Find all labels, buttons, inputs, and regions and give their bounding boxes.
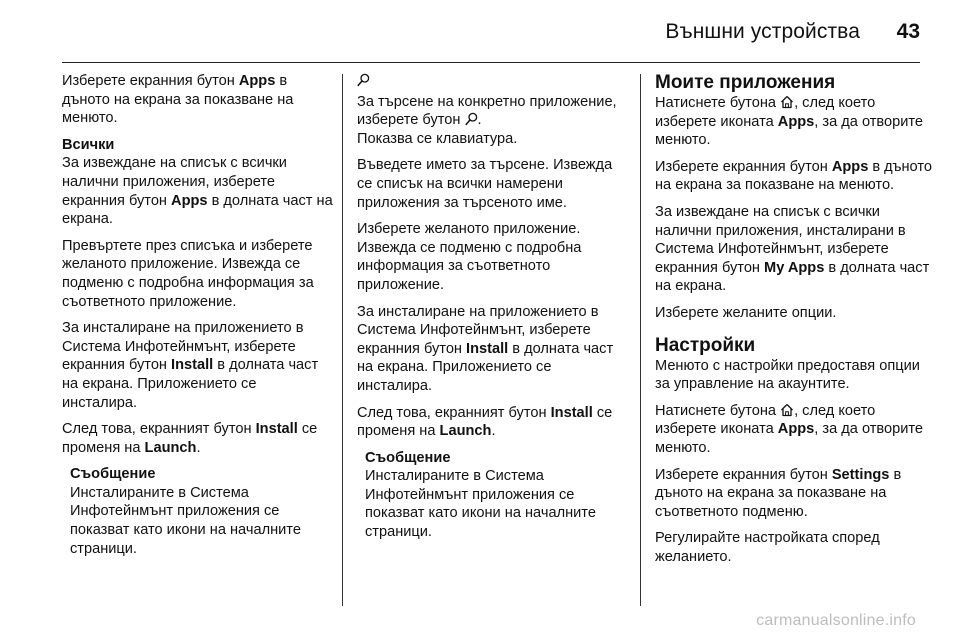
col1-paragraph-2: За извеждане на списък с всички налични приложения, изберете екранния бутон Apps в долната част на екрана. <box>62 155 333 228</box>
col1-note <box>62 465 334 558</box>
col1-paragraph-3: Превъртете през списъка и изберете желаното приложение. Извежда се подменю с подробна информация за съответното приложение. <box>62 237 314 310</box>
col3-paragraph-6: Натиснете бутона , след което изберете иконата Apps, за да отворите менюто. <box>655 402 924 456</box>
col1-paragraph-5: След това, екранният бутон Install се променя на Launch. <box>62 421 318 456</box>
column-1 <box>62 72 334 566</box>
search-icon <box>357 73 370 87</box>
note-text: Инсталираните в Система Инфотейнмънт приложения се показват като икони на началните страници. <box>365 468 596 541</box>
col3-paragraph-8: Регулирайте настройката според желанието. <box>655 530 880 565</box>
note-title: Съобщение <box>365 449 451 466</box>
section-settings-title: Настройки <box>655 334 756 356</box>
col1-paragraph-4: За инсталиране на приложението в Система Инфотейнмънт, изберете екранния бутон Install в долната част на екрана. Приложението се инсталира. <box>62 320 319 411</box>
page-header <box>62 14 920 63</box>
home-icon <box>780 95 794 109</box>
note-text: Инсталираните в Система Инфотейнмънт приложения се показват като икони на началните страници. <box>70 484 301 557</box>
col2-paragraph-6: След това, екранният бутон Install се променя на Launch. <box>357 404 613 440</box>
col2-paragraph-4: Изберете желаното приложение. Извежда се подменю с подробна информация за съответното приложение. <box>357 221 582 293</box>
col1-paragraph-1: Изберете екранния бутон Apps в дъното на екрана за показване на менюто. <box>62 73 294 127</box>
page-number: 43 <box>896 20 920 43</box>
col2-note <box>357 449 629 542</box>
col2-paragraph-1: За търсене на конкретно приложение, изберете бутон . <box>357 93 617 129</box>
col2-paragraph-5: За инсталиране на приложението в Система Инфотейнмънт, изберете екранния бутон Install в долната част на екрана. Приложението се инсталира. <box>357 303 614 394</box>
header-title: Външни устройства <box>665 20 860 43</box>
col3-paragraph-4: Изберете желаните опции. <box>655 304 837 321</box>
note-title: Съобщение <box>70 466 156 483</box>
column-3 <box>655 72 937 574</box>
home-icon <box>780 403 794 417</box>
column-2 <box>357 72 629 550</box>
section-my-apps-title: Моите приложения <box>655 72 836 93</box>
col3-paragraph-3: За извеждане на списък с всички налични приложения, инсталирани в Система Инфотейнмънт, изберете екранния бутон My Apps в долната част на екрана. <box>655 203 930 295</box>
column-divider-2 <box>640 74 641 606</box>
col3-paragraph-7: Изберете екранния бутон Settings в дъното на екрана за показване на съответното подменю. <box>655 466 902 520</box>
column-divider-1 <box>342 74 343 606</box>
col2-paragraph-2: Показва се клавиатура. <box>357 130 518 147</box>
col3-paragraph-1: Натиснете бутона , след което изберете иконата Apps, за да отворите менюто. <box>655 95 924 149</box>
heading-all: Всички <box>62 136 115 153</box>
col3-paragraph-2: Изберете екранния бутон Apps в дъното на екрана за показване на менюто. <box>655 158 932 194</box>
col3-paragraph-5: Менюто с настройки предоставя опции за управление на акаунтите. <box>655 357 920 393</box>
col2-paragraph-3: Въведете името за търсене. Извежда се списък на всички намерени приложения за търсеното име. <box>357 157 613 211</box>
search-icon <box>465 112 478 126</box>
search-icon-line <box>357 72 629 91</box>
watermark: carmanualsonline.info <box>756 612 916 629</box>
